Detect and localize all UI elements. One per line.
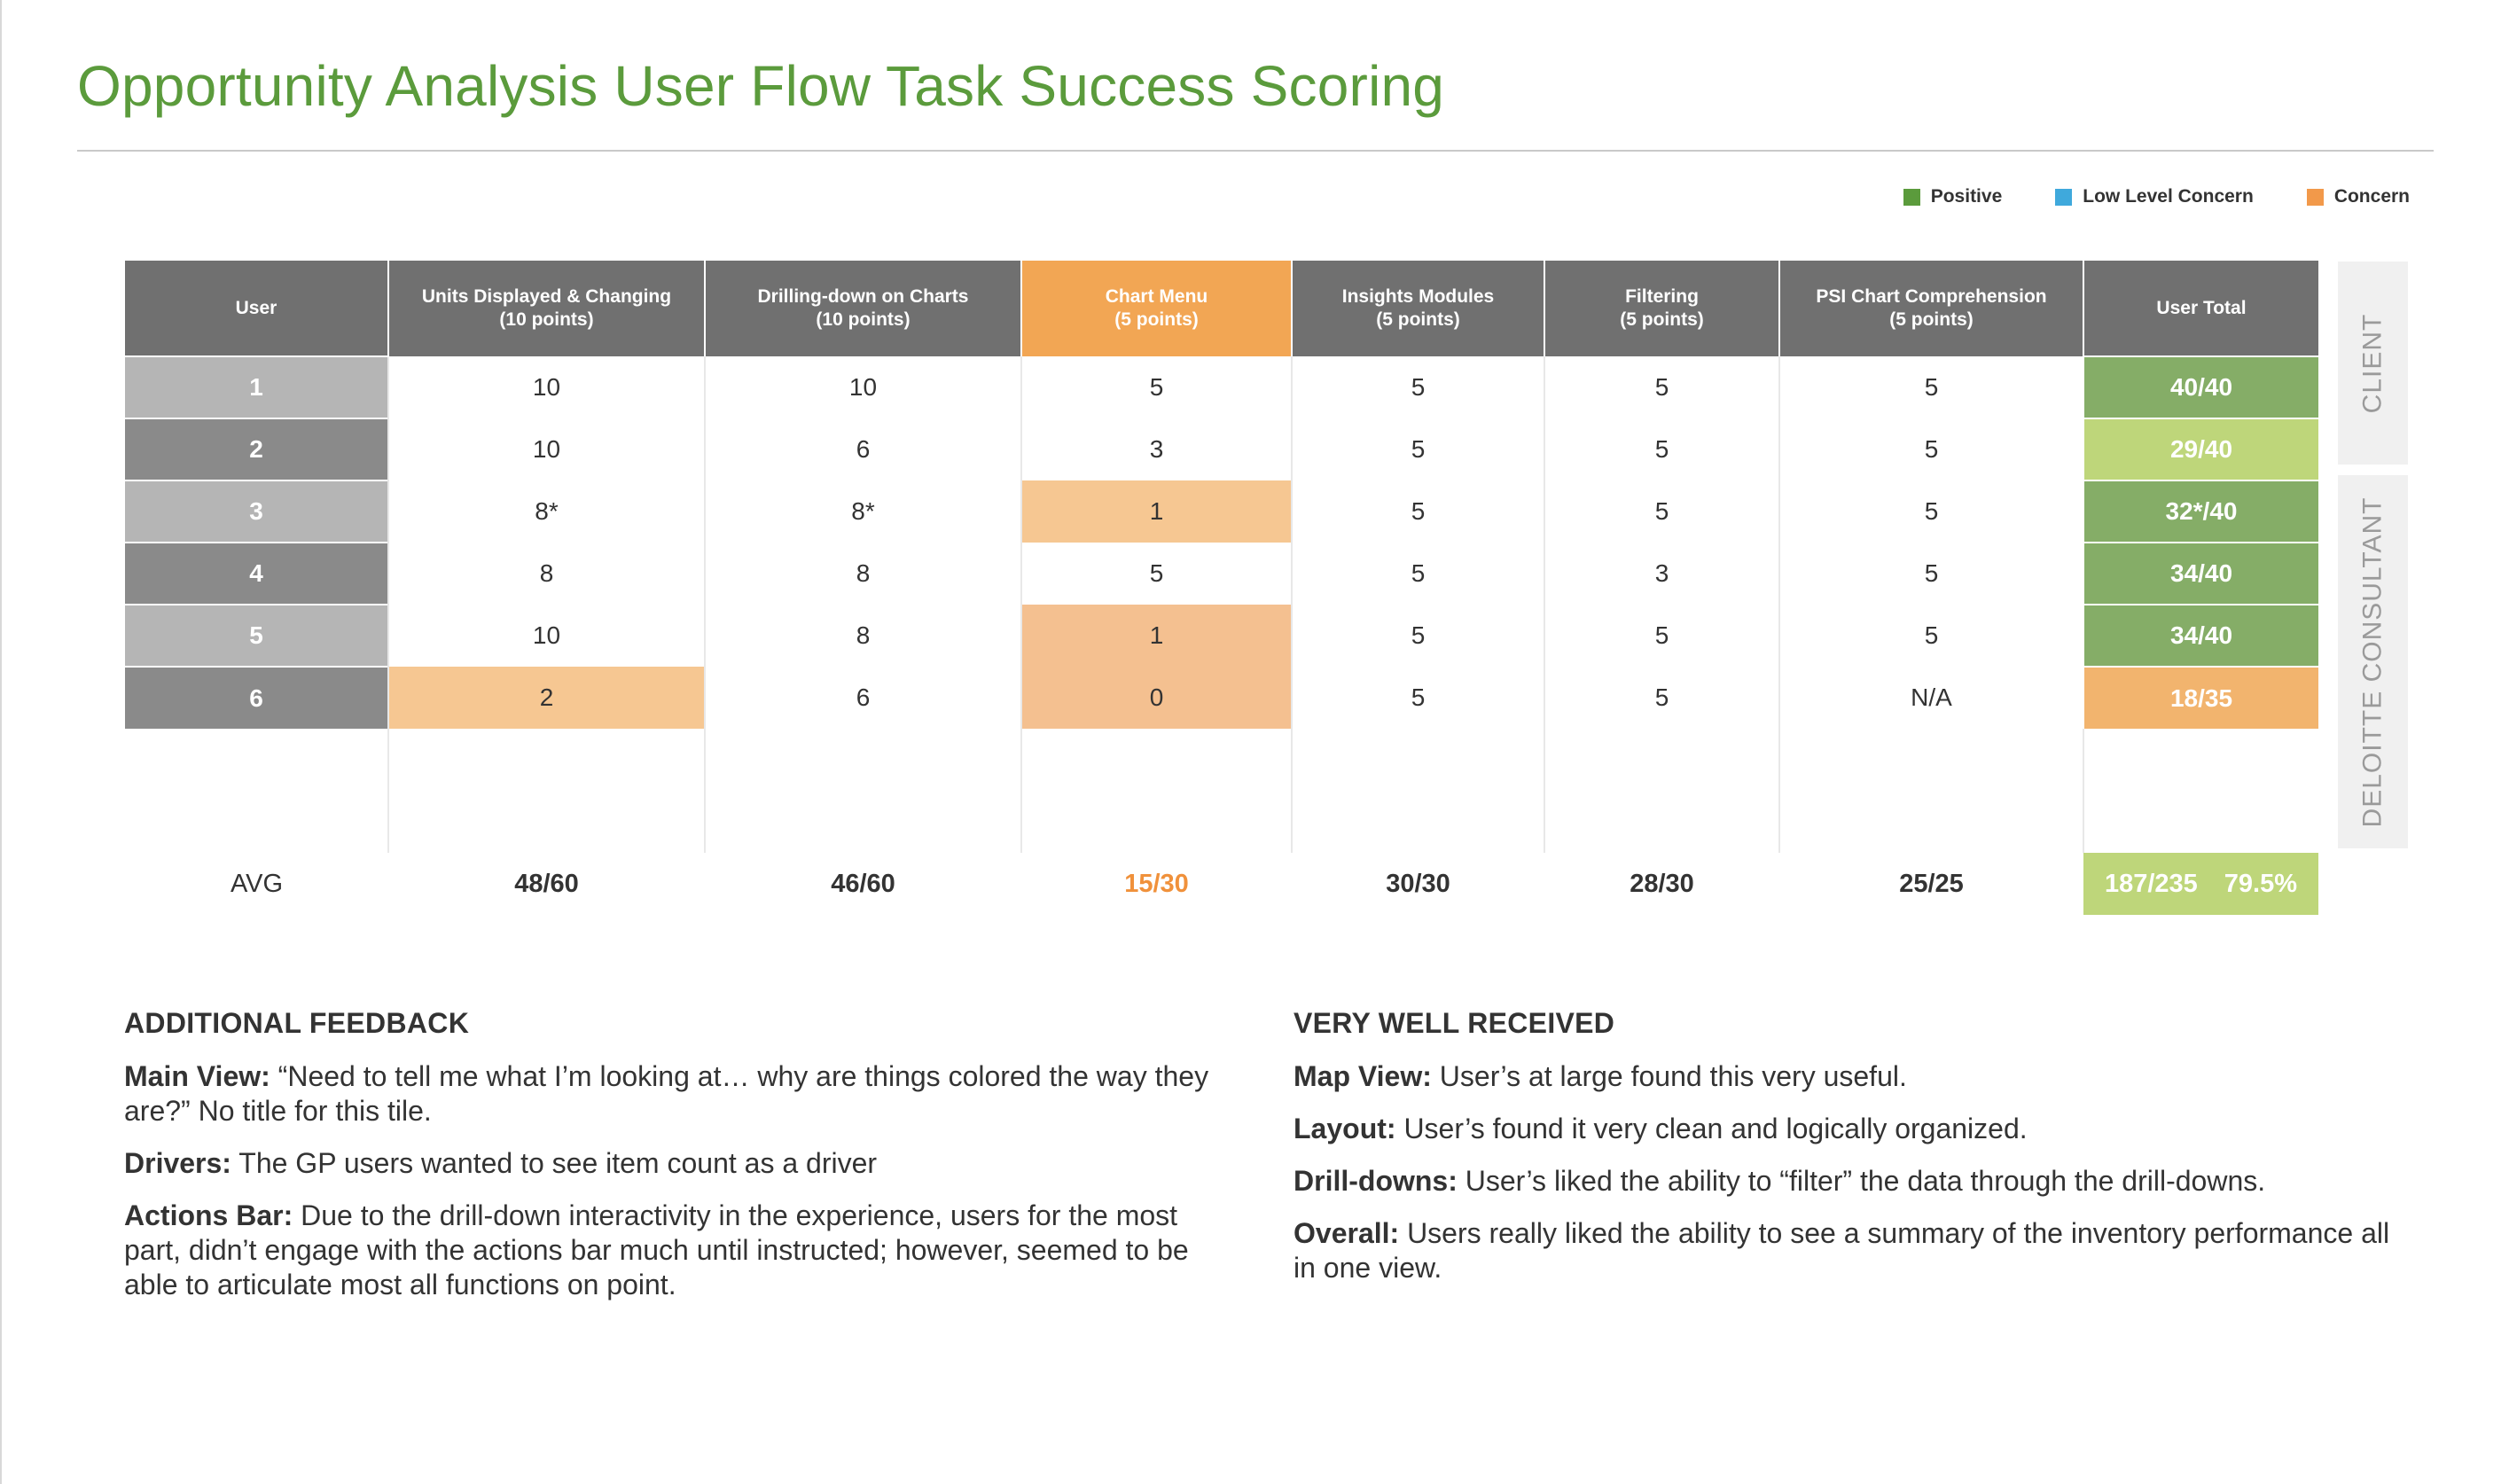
header-insights: Insights Modules (5 points) [1292, 261, 1544, 356]
feedback-item: Actions Bar: Due to the drill-down interactivity in the experience, users for the most part, didn’t engage with the actions bar much until instructed; however, seemed to be able to articulate most all functions on point. [124, 1199, 1189, 1300]
score-cell: 6 [705, 667, 1021, 729]
score-cell: N/A [1779, 667, 2083, 729]
score-cell: 5 [1544, 418, 1779, 480]
score-cell: 5 [1292, 356, 1544, 418]
feedback-item: Layout: User’s found it very clean and logically organized. [1294, 1113, 2028, 1144]
user-id: 1 [125, 356, 388, 418]
score-cell: 8 [705, 605, 1021, 667]
avg-row [125, 853, 2318, 915]
user-total-cell: 40/40 [2083, 356, 2318, 418]
legend-low-level-concern [2055, 186, 2254, 207]
score-cell: 5 [1779, 418, 2083, 480]
user-total-cell: 18/35 [2083, 667, 2318, 729]
concern-swatch-icon [2307, 189, 2324, 206]
feedback-item: Drill-downs: User’s liked the ability to “filter” the data through the drill-downs. [1294, 1165, 2266, 1197]
score-cell: 10 [388, 605, 705, 667]
user-id: 4 [125, 543, 388, 605]
score-cell: 5 [1544, 605, 1779, 667]
legend-label: Concern [2333, 186, 2410, 207]
score-cell: 8* [388, 480, 705, 543]
title-divider [77, 150, 2434, 152]
table-row [125, 543, 2318, 605]
header-drilling: Drilling-down on Charts (10 points) [705, 261, 1021, 356]
header-filtering: Filtering (5 points) [1544, 261, 1779, 356]
user-total-cell: 32*/40 [2083, 480, 2318, 543]
blank-row [125, 729, 2318, 791]
score-cell: 5 [1292, 605, 1544, 667]
header-user: User [125, 261, 388, 356]
feedback-item: Map View: User’s at large found this very useful. [1294, 1060, 1907, 1092]
score-cell: 5 [1544, 356, 1779, 418]
table-row [125, 356, 2318, 418]
user-id: 2 [125, 418, 388, 480]
score-cell: 5 [1779, 480, 2083, 543]
score-cell-concern: 1 [1021, 605, 1292, 667]
score-cell: 5 [1292, 667, 1544, 729]
section-heading: VERY WELL RECEIVED [1294, 1007, 1615, 1039]
avg-value-concern: 15/30 [1124, 869, 1189, 898]
avg-total-cell [2083, 853, 2318, 915]
score-cell: 10 [388, 356, 705, 418]
side-tab-consultant [2338, 475, 2408, 848]
score-cell: 10 [388, 418, 705, 480]
section-heading: ADDITIONAL FEEDBACK [124, 1007, 470, 1039]
avg-value: 48/60 [514, 869, 579, 898]
legend-label: Positive [1930, 186, 2003, 207]
header-user-total: User Total [2083, 261, 2318, 356]
legend-positive [1903, 186, 2003, 207]
score-cell: 8 [388, 543, 705, 605]
side-tab-client [2338, 262, 2408, 465]
user-total-cell: 29/40 [2083, 418, 2318, 480]
avg-total-score: 187/235 [2104, 869, 2198, 898]
score-cell: 8* [705, 480, 1021, 543]
score-cell: 5 [1544, 667, 1779, 729]
header-chart-menu: Chart Menu (5 points) [1021, 261, 1292, 356]
score-cell: 8 [705, 543, 1021, 605]
score-cell: 5 [1292, 543, 1544, 605]
table-row [125, 480, 2318, 543]
header-psi: PSI Chart Comprehension (5 points) [1779, 261, 2083, 356]
feedback-item: Main View: “Need to tell me what I’m looking at… why are things colored the way they are?” No title for this tile. [124, 1060, 1209, 1127]
avg-value: 25/25 [1899, 869, 1964, 898]
score-cell: 5 [1779, 356, 2083, 418]
feedback-item: Overall: Users really liked the ability to see a summary of the inventory performance all in one view. [1294, 1217, 2390, 1284]
side-label-client: CLIENT [2357, 313, 2388, 413]
table-row [125, 605, 2318, 667]
header-units: Units Displayed & Changing (10 points) [388, 261, 705, 356]
score-cell: 5 [1779, 605, 2083, 667]
score-cell: 6 [705, 418, 1021, 480]
score-cell: 5 [1021, 356, 1292, 418]
additional-feedback-section [124, 1007, 1241, 1320]
score-cell: 3 [1544, 543, 1779, 605]
legend-label: Low Level Concern [2083, 186, 2254, 207]
score-cell: 5 [1544, 480, 1779, 543]
user-total-cell: 34/40 [2083, 543, 2318, 605]
positive-swatch-icon [1903, 189, 1920, 206]
legend [1903, 186, 2410, 207]
side-label-consultant: DELOITTE CONSULTANT [2357, 496, 2388, 827]
score-cell: 5 [1021, 543, 1292, 605]
avg-value: 28/30 [1630, 869, 1694, 898]
page-title: Opportunity Analysis User Flow Task Success Scoring [77, 54, 1445, 118]
user-id: 3 [125, 480, 388, 543]
user-id: 5 [125, 605, 388, 667]
header-row [125, 261, 2318, 356]
avg-total-percent: 79.5% [2224, 869, 2298, 898]
blank-row [125, 791, 2318, 853]
score-cell: 3 [1021, 418, 1292, 480]
low-concern-swatch-icon [2055, 189, 2072, 206]
user-total-cell: 34/40 [2083, 605, 2318, 667]
score-cell: 5 [1779, 543, 2083, 605]
user-id: 6 [125, 667, 388, 729]
table-row [125, 418, 2318, 480]
score-cell-concern: 0 [1021, 667, 1292, 729]
avg-value: 30/30 [1386, 869, 1450, 898]
score-cell: 5 [1292, 418, 1544, 480]
avg-label: AVG [230, 869, 284, 898]
avg-value: 46/60 [831, 869, 895, 898]
very-well-received-section [1294, 1007, 2411, 1303]
legend-concern [2307, 186, 2410, 207]
table-row [125, 667, 2318, 729]
score-cell-concern: 2 [388, 667, 705, 729]
score-cell-concern: 1 [1021, 480, 1292, 543]
score-cell: 10 [705, 356, 1021, 418]
score-cell: 5 [1292, 480, 1544, 543]
feedback-item: Drivers: The GP users wanted to see item count as a driver [124, 1147, 878, 1179]
scoring-table [125, 261, 2318, 915]
